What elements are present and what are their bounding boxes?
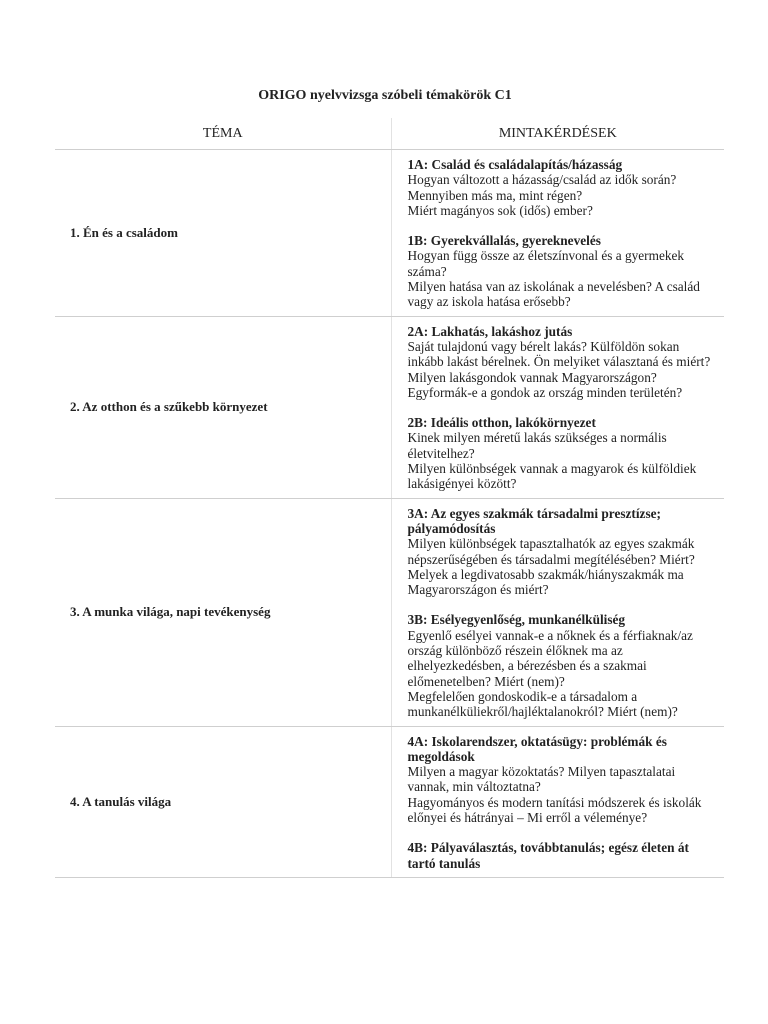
subtopic [408,324,717,400]
topics-table [55,118,724,878]
subtopic [408,612,717,719]
subtopic-title: 1A: Család és családalapítás/házasság [407,157,623,172]
subtopic-title: 4A: Iskolarendszer, oktatásügy: problémák és megoldások [407,733,667,764]
document-title [0,87,768,105]
table-row [55,150,724,317]
sample-question: Milyen a magyar közoktatás? Milyen tapasztalatai vannak, min változtatna? [407,764,676,795]
questions-cell [391,726,724,877]
topic-cell: 1. Én és a családom [55,150,391,317]
subtopic-title: 3A: Az egyes szakmák társadalmi presztízse; pályamódosítás [407,505,661,536]
subtopic [408,415,717,491]
table-header-row [55,118,724,150]
sample-question: Milyen lakásgondok vannak Magyarországon? [407,369,657,385]
sample-question: Megfelelően gondoskodik-e a társadalom a munkanélküliekről/hajléktalanokról? Miért (nem)? [407,688,678,720]
sample-question: Mennyiben más ma, mint régen? [407,187,583,203]
subtopic-title: 2A: Lakhatás, lakáshoz jutás [407,323,573,339]
subtopic-title: 2B: Ideális otthon, lakókörnyezet [407,415,596,431]
subtopic [408,157,717,218]
sample-question: Milyen különbségek vannak a magyarok és külföldiek lakásigényei között? [407,461,697,492]
subtopic [408,734,717,826]
sample-question: Miért magányos sok (idős) ember? [407,202,593,218]
topic-cell: 3. A munka világa, napi tevékenység [55,498,391,726]
sample-question: Milyen különbségek tapasztalhatók az egyes szakmák népszerűségében és társadalmi megítélésében? Miért? [407,536,695,567]
sample-question: Egyformák-e a gondok az ország minden területén? [407,384,683,400]
sample-question: Milyen hatása van az iskolának a nevelésben? A család vagy az iskola hatása erősebb? [407,279,700,310]
sample-question: Egyenlő esélyei vannak-e a nőknek és a férfiaknak/az ország különböző részein élőknek ma az elhelyezkedésben, a bérezésben és a szakmai előmenetelben? Miért (nem)? [407,627,693,689]
sample-question: Kinek milyen méretű lakás szükséges a normális életvitelhez? [407,430,667,461]
header-questions: MINTAKÉRDÉSEK [391,118,724,150]
table-row [55,316,724,498]
subtopic [408,233,717,309]
subtopic-title: 1B: Gyerekvállalás, gyereknevelés [407,233,601,249]
sample-question: Hogyan változott a házasság/család az idők során? [407,172,677,188]
subtopic-title: 4B: Pályaválasztás, továbbtanulás; egész életen át tartó tanulás [407,840,689,871]
topic-cell: 4. A tanulás világa [55,726,391,877]
subtopic [408,506,717,598]
questions-cell [391,150,724,317]
subtopic-title: 3B: Esélyegyenlőség, munkanélküliség [407,612,626,628]
sample-question: Hagyományos és modern tanítási módszerek és iskolák előnyei és hátrányai – Mi erről a véleménye? [407,794,702,825]
sample-question: Melyek a legdivatosabb szakmák/hiányszakmák ma Magyarországon és miért? [407,566,684,598]
header-topic: TÉMA [55,118,391,150]
document-title-text: ORIGO nyelvvizsga szóbeli témakörök C1 [258,88,512,103]
questions-cell [391,316,724,498]
sample-question: Hogyan függ össze az életszínvonal és a gyermekek száma? [407,248,685,279]
table-row [55,726,724,877]
table-row [55,498,724,726]
sample-question: Saját tulajdonú vagy bérelt lakás? Külföldön sokan inkább lakást bérelnek. Ön melyiket választaná és miért? [407,338,711,370]
topic-cell: 2. Az otthon és a szűkebb környezet [55,316,391,498]
questions-cell [391,498,724,726]
subtopic [408,840,717,871]
